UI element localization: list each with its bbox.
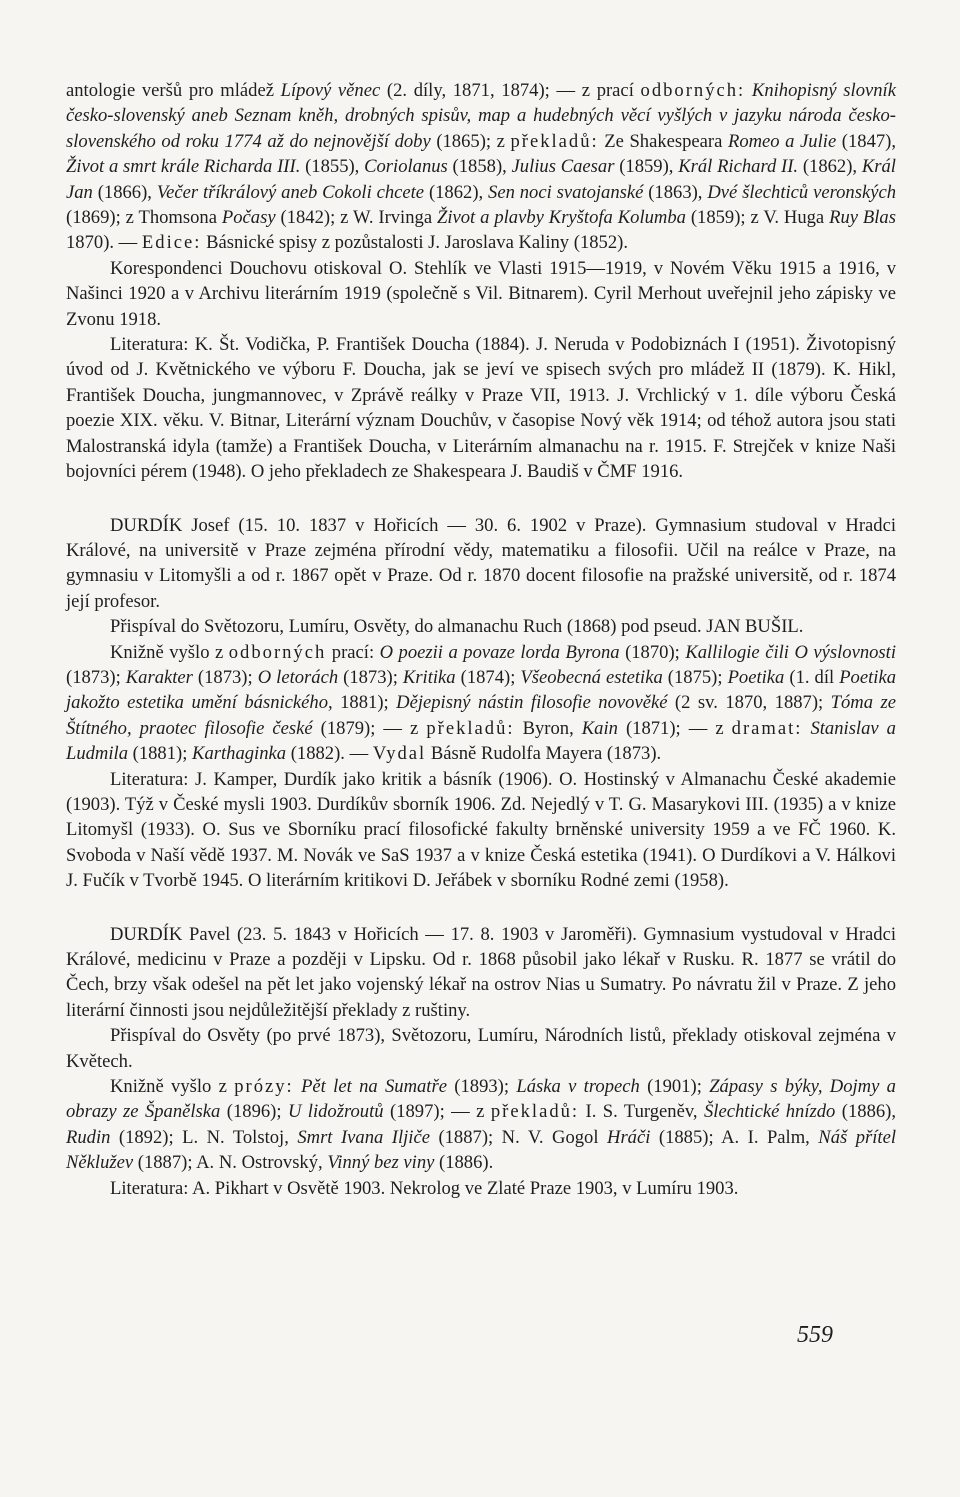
doucha-literature-paragraph [66, 332, 896, 484]
body-text: (1858), [447, 156, 512, 178]
spaced-heading-text: překladů: [510, 130, 599, 152]
body-text: Básně Rudolfa Mayera (1873). [426, 743, 662, 765]
italic-title-text: Láska v tropech [516, 1076, 640, 1098]
body-text: Ze Shakespeara [598, 130, 728, 152]
durdik-pavel-entry [66, 922, 896, 1024]
body-text: (1863), [643, 181, 708, 203]
body-text: (2. díly, 1871, 1874); — z prací [380, 80, 641, 101]
italic-title-text: Poetika jakožto estetika umění básnického, [66, 666, 896, 714]
body-text [745, 80, 752, 101]
body-text: Korespondenci Douchovu otiskoval O. Stehlík ve Vlasti 1915—1919, v Novém Věku 1915 a 1916, v Našinci 1920 a v Archivu literárním 1919 (společně s Vil. Bitnarem). Cyril Merhout uveřejnil jeho zápisky ve Zvonu 1918. [66, 257, 896, 330]
italic-title-text: Stanislav a Ludmila [66, 717, 896, 765]
body-text: (1. díl [784, 666, 840, 688]
body-text: Byron, [514, 717, 582, 739]
body-text: (1897); — z [383, 1101, 491, 1123]
body-text: DURDÍK Pavel (23. 5. 1843 v Hořicích — 17. 8. 1903 v Jaroměři). Gymnasium vystudoval v Hradci Králové, medicinu v Praze a později v Lipsku. Od r. 1868 působil jako lékař v Rusku. R. 1877 se vrátil do Čech, brzy však odešel na pět let jako vojenský lékař na ostrov Nias u Sumatry. Po návratu žil v Praze. Z jeho literární činnosti jsou nejdůležitější překlady z ruštiny. [66, 923, 896, 1021]
body-text: 1870). — [66, 232, 142, 254]
body-text: Literatura: J. Kamper, Durdík jako kritik a básník (1906). O. Hostinský v Almanachu České akademie (1903). Týž v České mysli 1903. Durdíkův sborník 1906. Zd. Nejedlý v T. G. Masarykovi III. (1935) a v knize Litomyšl (1933). O. Sus ve Sborníku prací filosofické fakulty brněnské university 1959 a ve FČ 1960. K. Svoboda v Naší vědě 1937. M. Novák ve SaS 1937 a v knize Česká estetika (1941). O Durdíkovi a V. Hálkovi J. Fučík v Tvorbě 1945. O literárním kritikovi D. Jeřábek v sborníku Rodné zemi (1958). [66, 768, 896, 892]
durdik-pavel-literature [66, 1176, 896, 1201]
italic-title-text: Pět let na Sumatře [301, 1076, 447, 1098]
durdik-josef-literature [66, 767, 896, 894]
body-text: Knižně vyšlo z [110, 1076, 235, 1098]
spaced-heading-text: dramat: [731, 717, 803, 739]
body-text: (1875); [662, 666, 728, 688]
italic-title-text: Romeo a Julie [727, 130, 837, 152]
body-text: (1865); z [430, 130, 511, 152]
italic-title-text: Karakter [125, 666, 193, 688]
spaced-heading-text: překladů: [490, 1101, 580, 1123]
durdik-pavel-works [66, 1074, 896, 1176]
durdik-josef-works [66, 640, 896, 767]
spaced-heading-text: odborných [228, 641, 327, 663]
italic-title-text: Ruy Blas [829, 207, 896, 229]
durdik-josef-entry [66, 513, 896, 615]
italic-title-text: Dvé šlechticů veronských [707, 181, 897, 203]
body-text: (1874); [455, 666, 521, 688]
body-text: (2 sv. 1870, 1887); [667, 692, 831, 714]
body-text: (1862), [798, 156, 862, 178]
body-text: (1855), [300, 156, 365, 178]
body-text: (1886), [835, 1101, 897, 1123]
italic-title-text: Hráči [607, 1126, 651, 1148]
body-text: (1901); [639, 1076, 710, 1098]
spaced-heading-text: odborných: [640, 80, 746, 101]
spaced-heading-text: překladů: [426, 717, 515, 739]
doucha-correspondence-paragraph [66, 256, 896, 332]
italic-title-text: Vinný bez viny [327, 1152, 435, 1174]
italic-title-text: Coriolanus [364, 156, 448, 178]
italic-title-text: Rudin [66, 1126, 111, 1148]
body-text: (1847), [836, 130, 897, 152]
spaced-heading-text: Vydal [372, 743, 427, 765]
body-text [294, 1076, 301, 1097]
italic-title-text: Počasy [221, 207, 276, 229]
body-text: (1862), [424, 181, 489, 203]
italic-title-text: Zápasy s býky, Dojmy a obrazy ze Španělska [66, 1076, 896, 1123]
italic-title-text: Náš přítel Něklužev [66, 1126, 896, 1174]
italic-title-text: Kritika [402, 666, 456, 688]
italic-title-text: Karthaginka [192, 743, 287, 765]
body-text: (1885); A. I. Palm, [650, 1126, 819, 1148]
italic-title-text: Smrt Ivana Iljiče [297, 1126, 430, 1148]
body-text: (1873); [192, 666, 258, 688]
body-text: (1870); [619, 641, 686, 663]
body-text: (1859); z V. Huga [685, 207, 830, 229]
body-text: DURDÍK Josef (15. 10. 1837 v Hořicích — 30. 6. 1902 v Praze). Gymnasium studoval v Hradci Králové, na universitě v Praze zejména přírodní vědy, matematiku a filosofii. Učil na reálce v Praze, na gymnasiu v Litomyšli a od r. 1867 opět v Praze. Od r. 1870 docent filosofie na pražské universitě, od r. 1874 její profesor. [66, 514, 896, 612]
body-text: (1892); L. N. Tolstoj, [110, 1126, 298, 1148]
page-number: 559 [797, 1322, 833, 1348]
italic-title-text: Šlechtické hnízdo [703, 1101, 836, 1123]
italic-title-text: Tóma ze Štítného, praotec filosofie české [66, 692, 896, 739]
italic-title-text: O letorách [257, 666, 339, 688]
body-text: (1871); — z [617, 717, 732, 739]
italic-title-text: Dějepisný nástin filosofie novověké [396, 692, 668, 714]
body-text: (1842); z W. Irvinga [275, 207, 437, 229]
body-text: (1882). — [286, 743, 373, 765]
body-text: antologie veršů pro mládež [66, 80, 281, 101]
body-text: Přispíval do Osvěty (po prvé 1873), Světozoru, Lumíru, Národních listů, překlady otiskoval zejména v Květech. [66, 1025, 896, 1072]
body-text: (1866), [92, 181, 157, 203]
body-text: (1881); [128, 743, 193, 765]
body-text: Literatura: K. Št. Vodička, P. František Doucha (1884). J. Neruda v Podobiznách I (1951). Životopisný úvod od J. Květnického ve výboru F. Doucha, jak se jeví ve spisech svých pro mládež II (1879). K. Hikl, František Doucha, jungmannovec, v Zprávě reálky v Praze VII, 1913. J. Vrchlický v 1. díle výboru Česká poezie XIX. věku. V. Bitnar, Literární význam Douchův, v časopise Nový věk 1914; od téhož autora jsou stati Malostranská idyla (tamže) a František Doucha, v Literárním almanachu na r. 1915. F. Strejček v knize Naši bojovníci pérem (1948). O jeho překladech ze Shakespeara J. Baudiš v ČMF 1916. [66, 334, 896, 483]
spaced-heading-text: prózy: [234, 1076, 294, 1098]
italic-title-text: Kain [581, 717, 618, 739]
italic-title-text: Všeobecná estetika [520, 666, 663, 688]
italic-title-text: Kallilogie čili O výslovnosti [685, 641, 896, 663]
body-text: (1896); [220, 1101, 288, 1123]
italic-title-text: Král Jan [66, 156, 896, 203]
page-content [66, 78, 896, 1201]
body-text: (1893); [446, 1076, 517, 1098]
body-text: (1879); — z [312, 717, 427, 739]
body-text: (1873); [66, 666, 126, 688]
durdik-josef-contributions [66, 614, 896, 639]
body-text: I. S. Turgeněv, [579, 1101, 704, 1123]
italic-title-text: U lidožroutů [287, 1101, 384, 1123]
body-text: Přispíval do Světozoru, Lumíru, Osvěty, do almanachu Ruch (1868) pod pseud. JAN BUŠIL. [110, 616, 804, 638]
body-text: (1886). [434, 1152, 494, 1174]
spaced-heading-text: Edice: [141, 232, 202, 254]
body-text: (1869); z Thomsona [66, 207, 222, 229]
italic-title-text: Večer tříkrálový aneb Cokoli chcete [156, 181, 425, 203]
durdik-pavel-contributions [66, 1023, 896, 1074]
italic-title-text: Sen noci svatojanské [488, 181, 644, 203]
body-text: Básnické spisy z pozůstalosti J. Jaroslava Kaliny (1852). [201, 232, 628, 254]
body-text: (1859), [614, 156, 679, 178]
italic-title-text: Julius Caesar [511, 156, 615, 178]
italic-title-text: Život a plavby Kryštofa Kolumba [436, 207, 686, 229]
body-text: (1887); N. V. Gogol [429, 1126, 608, 1148]
italic-title-text: O poezii a povaze lorda Byrona [379, 641, 620, 663]
body-text: 1881); [332, 692, 397, 714]
body-text: Literatura: A. Pikhart v Osvětě 1903. Nekrolog ve Zlaté Praze 1903, v Lumíru 1903. [110, 1177, 739, 1199]
body-text: (1873); [338, 666, 403, 688]
italic-title-text: Poetika [727, 666, 785, 688]
italic-title-text: Lípový věnec [280, 80, 381, 101]
italic-title-text: Knihopisný slovník česko-slovenský aneb Seznam kněh, drobných spisův, map a hudebných věcí vyšlých v jazyku národa česko-slovenského od roku 1774 až do nejnovější doby [66, 80, 896, 152]
body-text: Knižně vyšlo z [110, 641, 229, 663]
doucha-works-paragraph [66, 78, 896, 256]
italic-title-text: Král Richard II. [678, 156, 799, 178]
body-text: prací: [326, 641, 380, 663]
body-text: (1887); A. N. Ostrovský, [133, 1152, 328, 1174]
italic-title-text: Život a smrt krále Richarda III. [66, 156, 301, 178]
